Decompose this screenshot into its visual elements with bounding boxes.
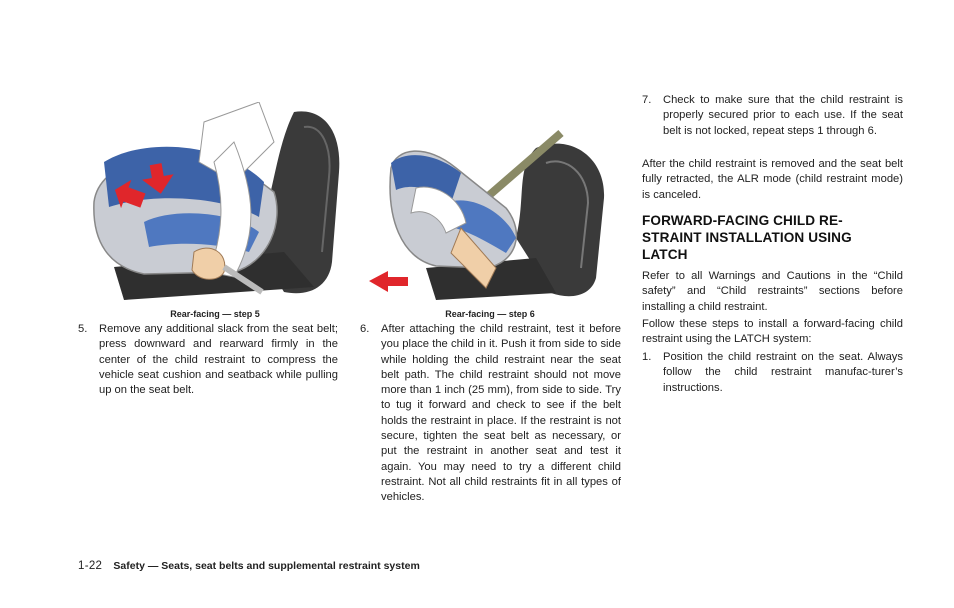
step-text: Remove any additional slack from the seat belt; press downward and rearward firmly in the center of the child restraint to compress the vehicle seat cushion and seatback while pulling up on the seat belt. [99, 323, 338, 397]
heading-line: LATCH [642, 247, 688, 262]
section-heading [642, 212, 904, 263]
step-1 [642, 350, 903, 396]
heading-line: FORWARD-FACING CHILD RE- [642, 213, 843, 228]
page-footer [78, 560, 420, 572]
illustration-rear-facing-step6 [366, 128, 612, 300]
step-number: 1. [642, 351, 652, 363]
illustration-rear-facing-step5 [84, 102, 346, 300]
step-number: 7. [642, 94, 652, 106]
step-text: Position the child restraint on the seat. Always follow the child restraint manufac-turer’s instructions. [663, 351, 903, 394]
step-6 [360, 322, 621, 506]
push-left-arrow-icon [369, 271, 408, 292]
step-5 [78, 322, 338, 398]
section-follow: Follow these steps to install a forward-facing child restraint using the LATCH system: [642, 318, 903, 346]
step-7 [642, 93, 903, 139]
page-number: 1-22 [78, 560, 103, 572]
chapter-title: Safety — Seats, seat belts and supplemental restraint system [113, 560, 420, 572]
step-number: 5. [78, 323, 88, 335]
figure-caption: Rear-facing — step 6 [445, 309, 535, 319]
heading-line: STRAINT INSTALLATION USING [642, 230, 852, 245]
figure-caption: Rear-facing — step 5 [170, 309, 260, 319]
section-intro: Refer to all Warnings and Cautions in the “Child safety” and “Child restraints” sections before installing a child restraint. [642, 270, 903, 313]
alr-note: After the child restraint is removed and the seat belt fully retracted, the ALR mode (child restraint mode) is canceled. [642, 158, 903, 201]
step-number: 6. [360, 323, 370, 335]
step-text: After attaching the child restraint, test it before you place the child in it. Push it from side to side while holding the child restraint near the seat belt path. The child restraint should not move more than 1 inch (25 mm), from side to side. Try to tug it forward and check to see if the belt holds the restraint in place. If the restraint is not secure, tighten the seat belt as necessary, or put the restraint in another seat and test it again. You may need to try a different child restraint. Not all child restraints fit in all types of vehicles. [381, 323, 621, 504]
step-text: Check to make sure that the child restraint is properly secured prior to each use. If the seat belt is not locked, repeat steps 1 through 6. [663, 94, 903, 137]
